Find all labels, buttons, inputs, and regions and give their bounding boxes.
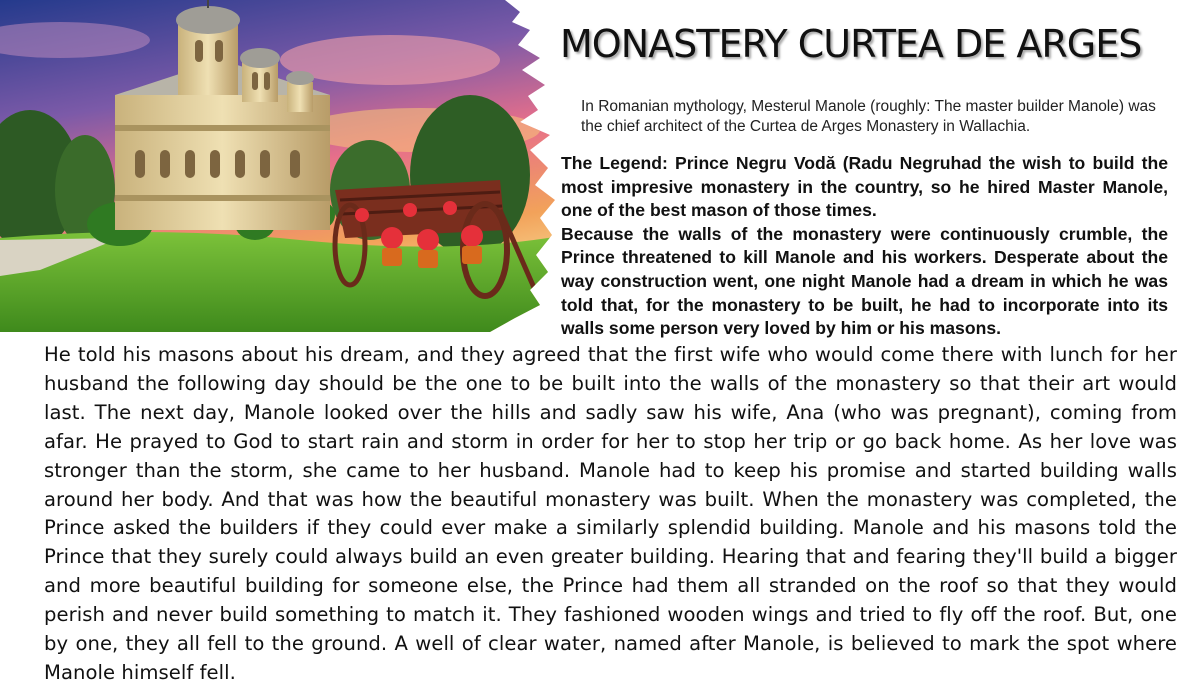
intro-paragraph: In Romanian mythology, Mesterul Manole (roughly: The master builder Manole) was the chief architect of the Curtea de Arges Monastery in Wallachia. <box>581 98 1156 135</box>
monastery-photo <box>0 0 560 332</box>
page-title: MONASTERY CURTEA DE ARGES <box>560 22 1142 66</box>
legend-paragraph-1: The Legend: Prince Negru Vodă (Radu Negruhad the wish to build the most impresive monastery in the country, so he hired Master Manole, one of the best mason of those times. <box>561 153 1168 221</box>
legend-paragraph-2: Because the walls of the monastery were continuously crumble, the Prince threatened to kill Manole and his workers. Desperate about the way construction went, one night Manole had a dream in which he was told that, for the monastery to be built, he had to incorporate into its walls some person very loved by him or his masons. <box>561 223 1168 339</box>
story-paragraph: He told his masons about his dream, and they agreed that the first wife who would come there with lunch for her husband the following day should be the one to be built into the walls of the monastery so that their art would last. The next day, Manole looked over the hills and sadly saw his wife, Ana (who was pregnant), coming from afar. He prayed to God to start rain and storm in order for her to stop her trip or go back home. As her love was stronger than the storm, she came to her husband. Manole had to keep his promise and started building walls around her body. And that was how the beautiful monastery was built. When the monastery was completed, the Prince asked the builders if they could ever make a similarly splendid building. Manole and his masons told the Prince that they surely could always build an even greater building. Hearing that and fearing they'll build a bigger and more beautiful building for someone else, the Prince had them all stranded on the roof so that they would perish and never build something to match it. They fashioned wooden wings and tried to fly off the roof. But, one by one, they all fell to the ground. A well of clear water, named after Manole, is believed to mark the spot where Manole himself fell. <box>44 343 1177 684</box>
legend-section <box>561 152 1168 341</box>
